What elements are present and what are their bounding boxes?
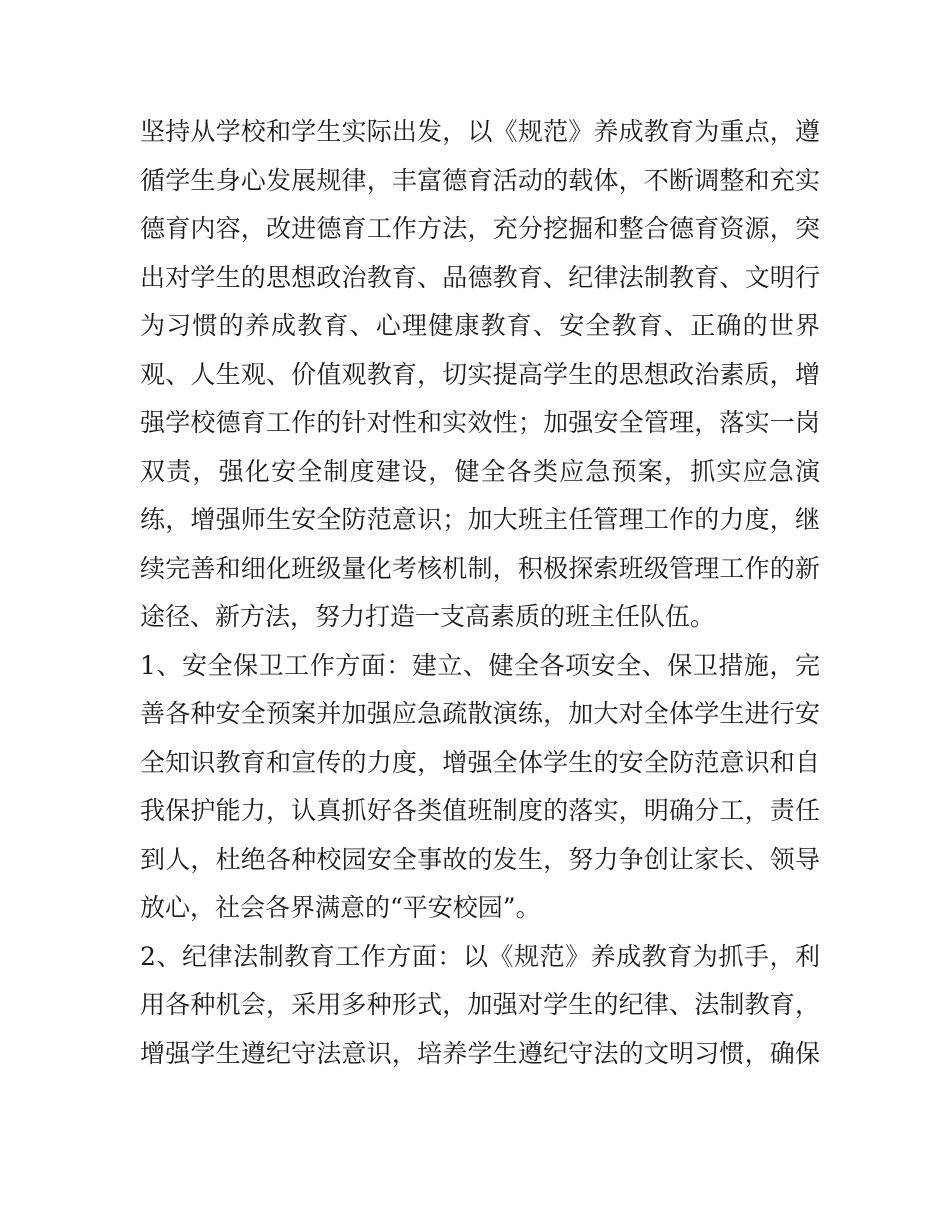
text-line: 途径、新方法，努力打造一支高素质的班主任队伍。 [140,602,716,631]
text-line: 练，增强师生安全防范意识；加大班主任管理工作的力度，继 [140,505,820,534]
text-line: 续完善和细化班级量化考核机制，积极探索班级管理工作的新 [140,553,820,583]
document-body [140,108,820,1078]
text-line: 全知识教育和宣传的力度，增强全体学生的安全防范意识和自 [140,747,820,777]
text-line: 为习惯的养成教育、心理健康教育、安全教育、正确的世界 [140,311,820,340]
text-line: 双责，强化安全制度建设，健全各类应急预案，抓实应急演 [140,456,820,486]
text-line: 坚持从学校和学生实际出发，以《规范》养成教育为重点，遵 [140,117,820,146]
text-line: 观、人生观、价值观教育，切实提高学生的思想政治素质，增 [140,359,820,389]
text-line: 循学生身心发展规律，丰富德育活动的载体，不断调整和充实 [140,165,820,195]
text-line: 2、纪律法制教育工作方面：以《规范》养成教育为抓手，利 [140,941,820,971]
text-line: 出对学生的思想政治教育、品德教育、纪律法制教育、文明行 [140,262,820,292]
text-line: 善各种安全预案并加强应急疏散演练，加大对全体学生进行安 [140,699,820,728]
text-line: 放心，社会各界满意的“平安校园”。 [140,893,541,922]
text-line: 强学校德育工作的针对性和实效性；加强安全管理，落实一岗 [140,408,820,437]
text-line: 1、安全保卫工作方面：建立、健全各项安全、保卫措施，完 [140,650,820,680]
text-line: 到人，杜绝各种校园安全事故的发生，努力争创让家长、领导 [140,844,820,874]
text-line: 增强学生遵纪守法意识，培养学生遵纪守法的文明习惯，确保 [140,1038,820,1068]
text-line: 我保护能力，认真抓好各类值班制度的落实，明确分工，责任 [140,796,820,825]
paragraph-discipline [140,933,820,1079]
paragraph-safety [140,642,820,933]
text-line: 用各种机会，采用多种形式，加强对学生的纪律、法制教育， [140,990,820,1019]
paragraph-intro [140,108,820,642]
text-line: 德育内容，改进德育工作方法，充分挖掘和整合德育资源，突 [140,214,820,243]
